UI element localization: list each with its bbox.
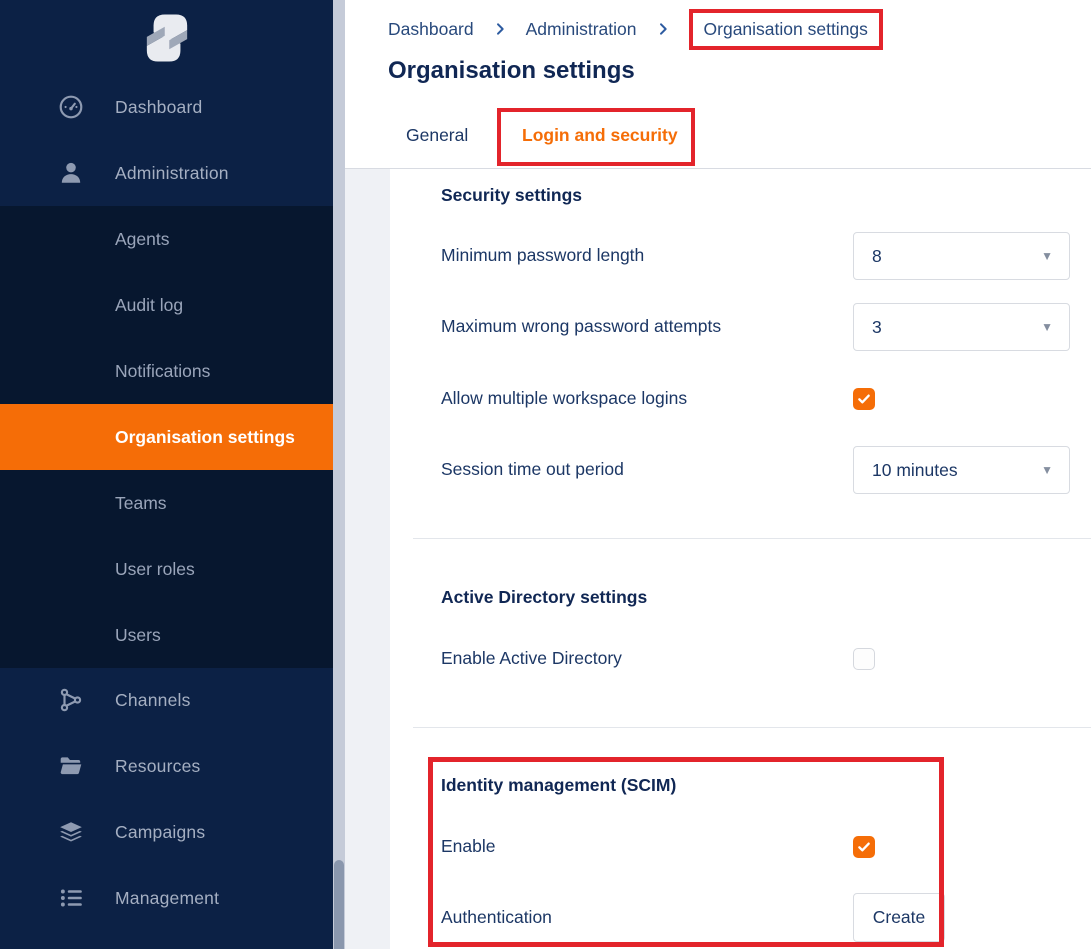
sidebar-item-notifications[interactable] bbox=[0, 338, 333, 404]
user-icon bbox=[57, 159, 85, 187]
breadcrumb-item-organisation-settings[interactable]: Organisation settings bbox=[703, 18, 868, 39]
breadcrumb-chevron-icon bbox=[655, 21, 671, 37]
app-logo[interactable] bbox=[141, 10, 193, 66]
sidebar-item-channels[interactable] bbox=[0, 667, 333, 733]
field-label-minimum-password-length: Minimum password length bbox=[441, 245, 645, 265]
sidebar-scrollbar[interactable] bbox=[333, 0, 345, 949]
section-heading-active-directory: Active Directory settings bbox=[441, 587, 648, 607]
checkmark-icon bbox=[856, 391, 872, 407]
section-divider bbox=[413, 538, 1091, 539]
sidebar-item-management[interactable] bbox=[0, 865, 333, 931]
sidebar-item-label: Channels bbox=[115, 689, 191, 710]
breadcrumb-chevron-icon bbox=[492, 21, 508, 37]
field-label-allow-multiple-workspace-logins: Allow multiple workspace logins bbox=[441, 388, 688, 408]
administration-submenu bbox=[0, 206, 333, 668]
sidebar-item-label: Resources bbox=[115, 755, 201, 776]
sidebar-item-label: Administration bbox=[115, 162, 229, 183]
sub-item-label: Agents bbox=[115, 228, 170, 249]
sidebar-item-dashboard[interactable] bbox=[0, 74, 333, 140]
sidebar-item-label: Campaigns bbox=[115, 821, 206, 842]
breadcrumb bbox=[388, 6, 883, 52]
field-label-max-wrong-password-attempts: Maximum wrong password attempts bbox=[441, 316, 722, 336]
sub-item-label: Notifications bbox=[115, 360, 211, 381]
annotation-box-breadcrumb bbox=[689, 9, 883, 50]
field-label-authentication: Authentication bbox=[441, 907, 552, 927]
select-value: 3 bbox=[872, 316, 882, 337]
chevron-down-icon: ▼ bbox=[1041, 249, 1053, 263]
allow-multiple-workspace-logins-checkbox[interactable] bbox=[853, 388, 875, 410]
sidebar-item-administration[interactable] bbox=[0, 140, 333, 206]
sidebar bbox=[0, 0, 333, 949]
sub-item-label: User roles bbox=[115, 558, 195, 579]
section-divider bbox=[413, 727, 1091, 728]
tab-general[interactable]: General bbox=[406, 125, 469, 145]
settings-panel bbox=[390, 169, 1091, 949]
sub-item-label: Teams bbox=[115, 492, 167, 513]
session-timeout-select[interactable] bbox=[853, 446, 1070, 494]
section-heading-scim: Identity management (SCIM) bbox=[441, 775, 677, 795]
sidebar-item-agents[interactable] bbox=[0, 206, 333, 272]
page-header bbox=[345, 0, 1091, 169]
sub-item-label: Audit log bbox=[115, 294, 184, 315]
page-title: Organisation settings bbox=[388, 57, 635, 84]
sub-item-label: Organisation settings bbox=[115, 426, 295, 447]
sidebar-item-organisation-settings[interactable] bbox=[0, 404, 333, 470]
chevron-down-icon: ▼ bbox=[1041, 463, 1053, 477]
field-label-scim-enable: Enable bbox=[441, 836, 496, 856]
breadcrumb-item-dashboard[interactable]: Dashboard bbox=[388, 18, 474, 39]
select-value: 8 bbox=[872, 245, 882, 266]
sidebar-item-audit-log[interactable] bbox=[0, 272, 333, 338]
breadcrumb-item-administration[interactable]: Administration bbox=[525, 18, 637, 39]
campaigns-layers-icon bbox=[57, 818, 85, 846]
sidebar-item-users[interactable] bbox=[0, 602, 333, 668]
minimum-password-length-select[interactable] bbox=[853, 232, 1070, 280]
channels-icon bbox=[57, 686, 85, 714]
select-value: 10 minutes bbox=[872, 459, 958, 480]
scrollbar-thumb[interactable] bbox=[334, 860, 344, 949]
resources-folder-icon bbox=[57, 752, 85, 780]
chevron-down-icon: ▼ bbox=[1041, 320, 1053, 334]
scim-authentication-create-button[interactable]: Create bbox=[853, 893, 945, 942]
sidebar-item-label: Dashboard bbox=[115, 96, 203, 117]
scim-enable-checkbox[interactable] bbox=[853, 836, 875, 858]
field-label-session-time-out-period: Session time out period bbox=[441, 459, 624, 479]
sidebar-item-user-roles[interactable] bbox=[0, 536, 333, 602]
sidebar-item-teams[interactable] bbox=[0, 470, 333, 536]
sidebar-item-label: Management bbox=[115, 887, 220, 908]
checkmark-icon bbox=[856, 839, 872, 855]
section-heading-security: Security settings bbox=[441, 185, 583, 205]
enable-active-directory-checkbox[interactable] bbox=[853, 648, 875, 670]
tab-login-and-security[interactable]: Login and security bbox=[522, 125, 678, 145]
sidebar-item-campaigns[interactable] bbox=[0, 799, 333, 865]
sub-item-label: Users bbox=[115, 624, 161, 645]
max-wrong-password-attempts-select[interactable] bbox=[853, 303, 1070, 351]
sidebar-item-resources[interactable] bbox=[0, 733, 333, 799]
dashboard-gauge-icon bbox=[57, 93, 85, 121]
field-label-enable-active-directory: Enable Active Directory bbox=[441, 648, 622, 668]
management-list-icon bbox=[57, 884, 85, 912]
content-area bbox=[345, 169, 1091, 949]
